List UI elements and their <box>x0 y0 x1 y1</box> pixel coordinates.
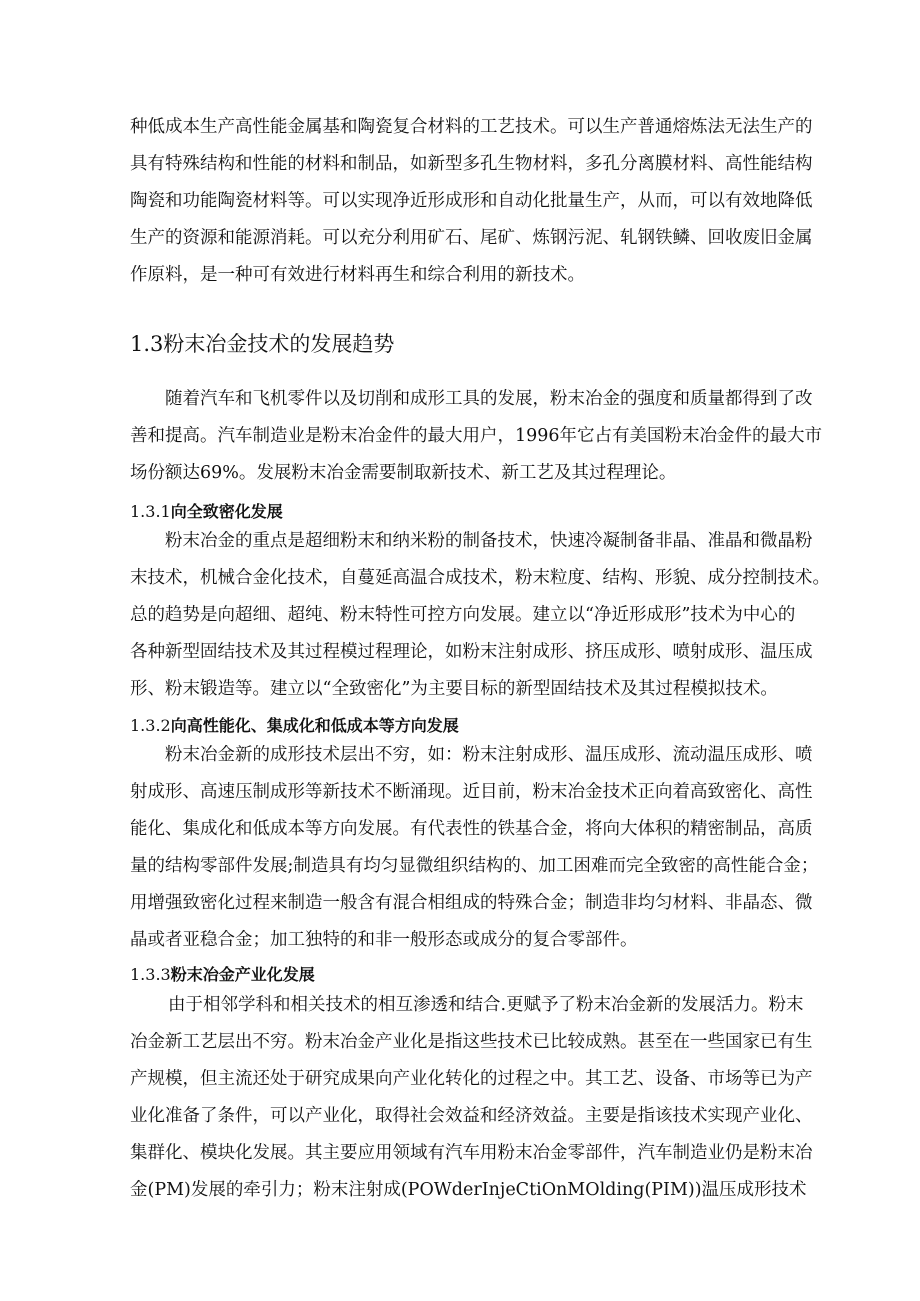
subsection-title: 向全致密化发展 <box>170 502 283 521</box>
paragraph-line: 粉末冶金新的成形技术层出不穷，如：粉末注射成形、温压成形、流动温压成形、喷 <box>165 745 813 765</box>
paragraph-line: 晶或者亚稳合金；加工独特的和非一般形态或成分的复合零部件。 <box>130 930 638 950</box>
paragraph-line: 随着汽车和飞机零件以及切削和成形工具的发展，粉末冶金的强度和质量都得到了改 <box>165 389 813 409</box>
paragraph-line: 金(PM)发展的牵引力；粉末注射成(POWderInjeCtiOnMOlding(PIM))温压成形技术 <box>130 1180 807 1200</box>
paragraph-line: 末技术，机械合金化技术，自蔓延高温合成技术，粉末粒度、结构、形貌、成分控制技术。 <box>130 568 830 588</box>
paragraph-line: 业化准备了条件，可以产业化，取得社会效益和经济效益。主要是指该技术实现产业化、 <box>130 1106 813 1126</box>
subsection-number: 1.3.2 <box>130 716 171 735</box>
paragraph-line: 产规模，但主流还处于研究成果向产业化转化的过程之中。其工艺、设备、市场等已为产 <box>130 1069 813 1089</box>
paragraph-line: 能化、集成化和低成本等方向发展。有代表性的铁基合金，将向大体积的精密制品，高质 <box>130 819 813 839</box>
subsection-number: 1.3.1 <box>130 502 171 521</box>
paragraph-line: 量的结构零部件发展;制造具有均匀显微组织结构的、加工困难而完全致密的高性能合金； <box>130 856 819 876</box>
subsection-title: 粉末冶金产业化发展 <box>170 965 315 984</box>
subsection-number: 1.3.3 <box>130 965 171 984</box>
intro-line: 种低成本生产高性能金属基和陶瓷复合材料的工艺技术。可以生产普通熔炼法无法生产的 <box>130 117 813 137</box>
paragraph-line: 冶金新工艺层出不穷。粉末冶金产业化是指这些技术已比较成熟。甚至在一些国家已有生 <box>130 1032 813 1052</box>
intro-line: 具有特殊结构和性能的材料和制品，如新型多孔生物材料，多孔分离膜材料、高性能结构 <box>130 154 813 174</box>
subsection-heading-1-3-2 <box>130 713 459 736</box>
paragraph-line: 粉末冶金的重点是超细粉末和纳米粉的制备技术，快速冷凝制备非晶、准晶和微晶粉 <box>165 531 813 551</box>
section-heading-1-3: 1.3粉末冶金技术的发展趋势 <box>130 332 395 356</box>
paragraph-line: 形、粉末锻造等。建立以“全致密化”为主要目标的新型固结技术及其过程模拟技术。 <box>130 679 778 699</box>
paragraph-line: 用增强致密化过程来制造一般含有混合相组成的特殊合金；制造非均匀材料、非晶态、微 <box>130 893 813 913</box>
intro-line: 作原料，是一种可有效进行材料再生和综合利用的新技术。 <box>130 265 585 285</box>
intro-line: 陶瓷和功能陶瓷材料等。可以实现净近形成形和自动化批量生产，从而，可以有效地降低 <box>130 191 813 211</box>
paragraph-line: 集群化、模块化发展。其主要应用领域有汽车用粉末冶金零部件，汽车制造业仍是粉末冶 <box>130 1143 813 1163</box>
paragraph-line: 善和提高。汽车制造业是粉末冶金件的最大用户，1996年它占有美国粉末冶金件的最大市 <box>130 426 823 446</box>
paragraph-line: 射成形、高速压制成形等新技术不断涌现。近目前，粉末冶金技术正向着高致密化、高性 <box>130 782 813 802</box>
subsection-heading-1-3-3 <box>130 962 315 985</box>
paragraph-line: 由于相邻学科和相关技术的相互渗透和结合.更赋予了粉末冶金新的发展活力。粉末 <box>168 995 804 1015</box>
paragraph-line: 总的趋势是向超细、超纯、粉末特性可控方向发展。建立以“净近形成形”技术为中心的 <box>130 605 796 625</box>
intro-line: 生产的资源和能源消耗。可以充分利用矿石、尾矿、炼钢污泥、轧钢铁鳞、回收废旧金属 <box>130 228 813 248</box>
paragraph-line: 各种新型固结技术及其过程模过程理论，如粉末注射成形、挤压成形、喷射成形、温压成 <box>130 642 813 662</box>
paragraph-line: 场份额达69%。发展粉末冶金需要制取新技术、新工艺及其过程理论。 <box>130 463 677 483</box>
subsection-heading-1-3-1 <box>130 499 283 522</box>
subsection-title: 向高性能化、集成化和低成本等方向发展 <box>170 716 459 735</box>
